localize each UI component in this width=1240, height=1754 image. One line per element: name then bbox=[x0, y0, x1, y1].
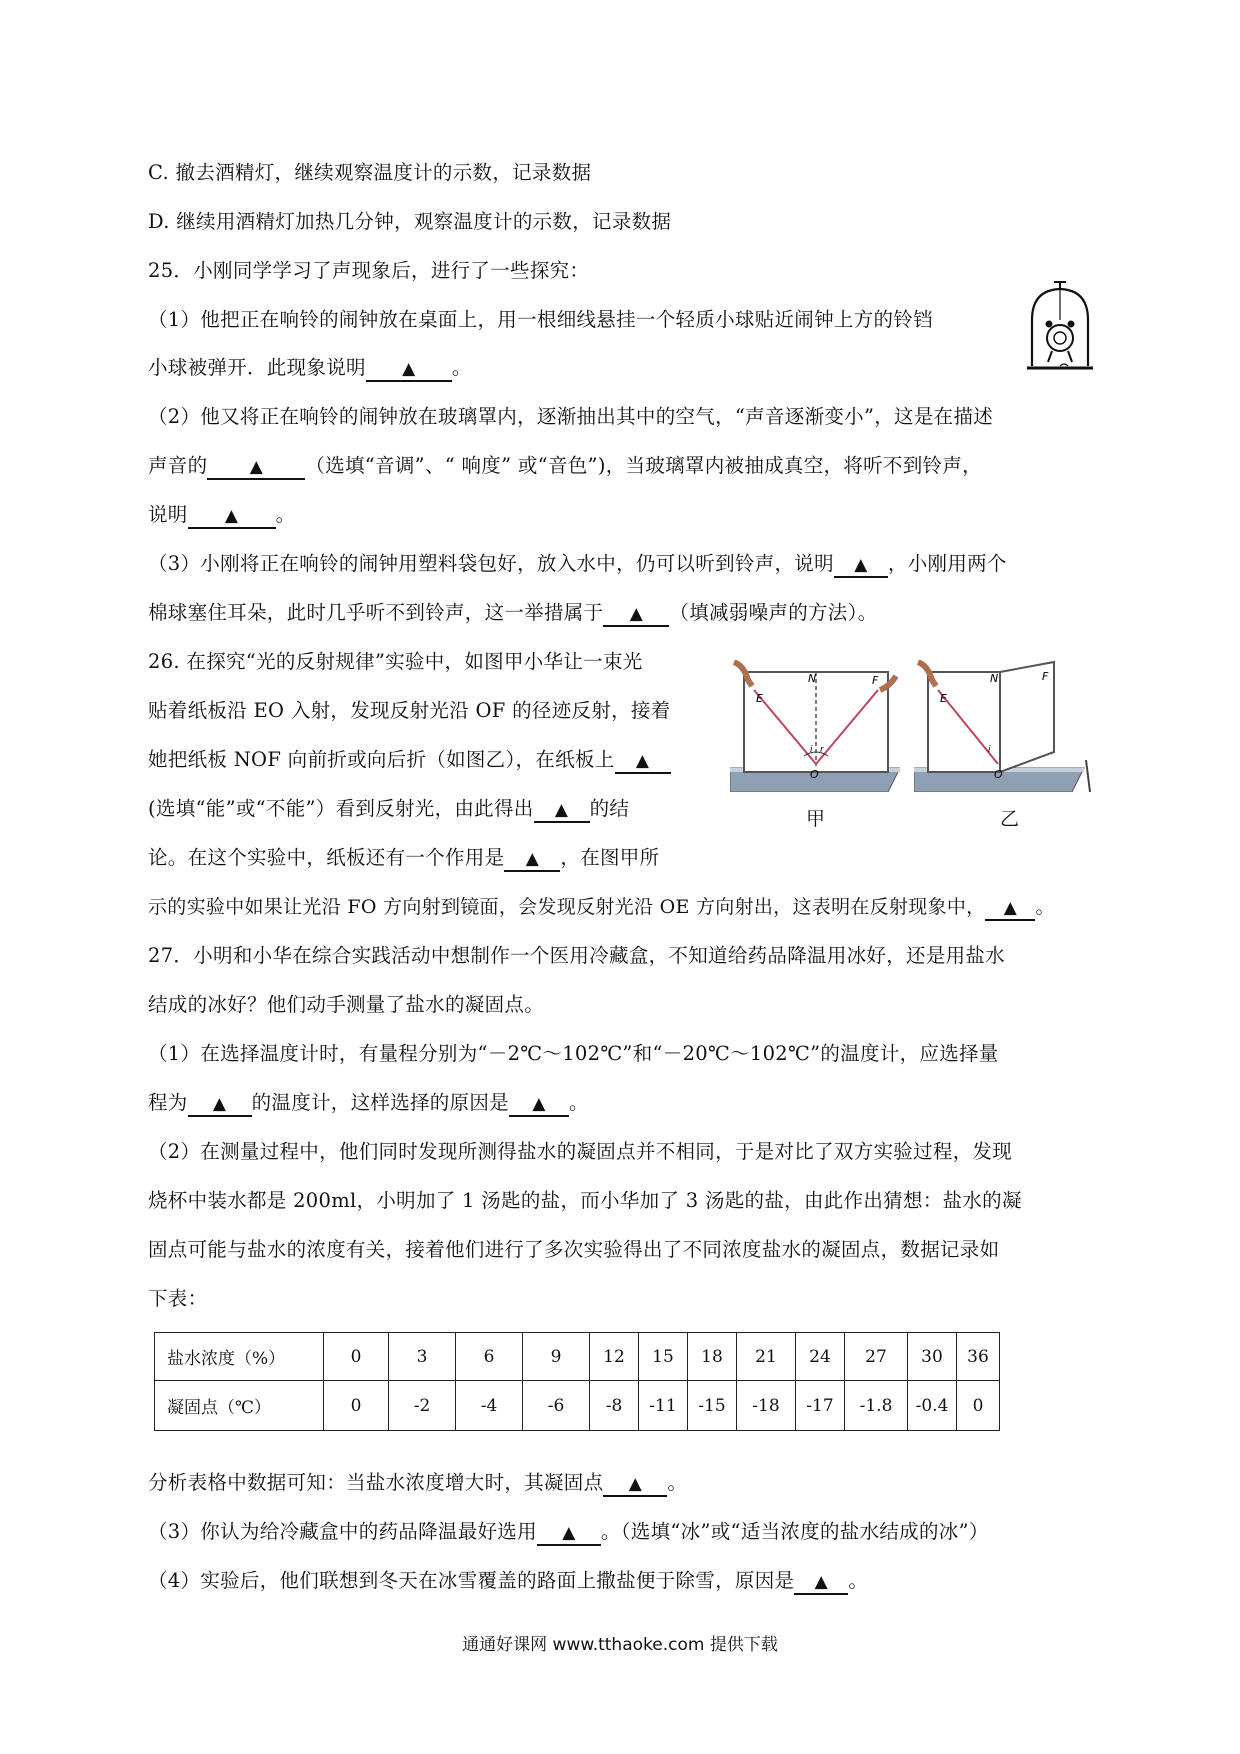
table-cell: 15 bbox=[639, 1333, 688, 1381]
label-f: F bbox=[1042, 670, 1049, 683]
q25-part3-line2: 棉球塞住耳朵，此时几乎听不到铃声，这一举措属于 ▲ （填减弱噪声的方法）。 bbox=[148, 600, 1098, 627]
table-row bbox=[155, 1333, 1000, 1381]
answer-blank: ▲ bbox=[834, 554, 888, 578]
answer-blank: ▲ bbox=[985, 897, 1035, 921]
q25-part2-line1: （2）他又将正在响铃的闹钟放在玻璃罩内，逐渐抽出其中的空气，“声音逐渐变小”，这是在描述 bbox=[148, 405, 994, 428]
label-i: i bbox=[810, 745, 813, 755]
table-cell: 27 bbox=[845, 1333, 908, 1381]
table-cell: -4 bbox=[456, 1381, 523, 1431]
table-cell: 36 bbox=[957, 1333, 1000, 1381]
question-26-line3: 她把纸板 NOF 向前折或向后折（如图乙），在纸板上 ▲ bbox=[148, 747, 708, 774]
row-header-freezing-point: 凝固点（℃） bbox=[155, 1381, 324, 1431]
table-cell: -11 bbox=[639, 1381, 688, 1431]
option-c: C. 撤去酒精灯，继续观察温度计的示数，记录数据 bbox=[148, 161, 592, 184]
q27-part1-line2: 程为 ▲ 的温度计，这样选择的原因是 ▲ 。 bbox=[148, 1090, 1098, 1117]
answer-blank: ▲ bbox=[603, 603, 669, 627]
table-cell: -0.4 bbox=[908, 1381, 957, 1431]
table-cell: -1.8 bbox=[845, 1381, 908, 1431]
row-header-concentration: 盐水浓度（%） bbox=[155, 1333, 324, 1381]
answer-blank: ▲ bbox=[603, 1473, 667, 1497]
q27-part2-line1: （2）在测量过程中，他们同时发现所测得盐水的凝固点并不相同，于是对比了双方实验过程，发现 bbox=[148, 1140, 1013, 1163]
answer-blank: ▲ bbox=[207, 456, 305, 480]
table-cell: 0 bbox=[324, 1381, 389, 1431]
bell-jar-figure bbox=[1024, 278, 1096, 378]
table-cell: -6 bbox=[523, 1381, 590, 1431]
table-cell: -8 bbox=[590, 1381, 639, 1431]
answer-blank: ▲ bbox=[188, 505, 276, 529]
table-cell: -17 bbox=[796, 1381, 845, 1431]
reflection-figure-yi bbox=[914, 660, 1092, 792]
table-cell: -18 bbox=[737, 1381, 796, 1431]
q25-part1-line2: 小球被弹开．此现象说明 ▲ 。 bbox=[148, 355, 1098, 382]
table-cell: -15 bbox=[688, 1381, 737, 1431]
q25-part3-line1: （3）小刚将正在响铃的闹钟用塑料袋包好，放入水中，仍可以听到铃声，说明 ▲ ，小刚用两个 bbox=[148, 551, 1098, 578]
reflection-figure-jia bbox=[730, 660, 900, 792]
page-footer: 通通好课网 www.tthaoke.com 提供下载 bbox=[462, 1635, 778, 1655]
option-d: D. 继续用酒精灯加热几分钟，观察温度计的示数，记录数据 bbox=[148, 210, 672, 233]
answer-blank: ▲ bbox=[188, 1093, 252, 1117]
answer-blank: ▲ bbox=[794, 1571, 848, 1595]
q25-part2-line3: 说明 ▲ 。 bbox=[148, 502, 1098, 529]
question-25-title: 25．小刚同学学习了声现象后，进行了一些探究： bbox=[148, 259, 590, 282]
salt-water-table bbox=[154, 1332, 1000, 1431]
q25-part1-line1: （1）他把正在响铃的闹钟放在桌面上，用一根细线悬挂一个轻质小球贴近闹钟上方的铃铛 bbox=[148, 308, 933, 331]
answer-blank: ▲ bbox=[537, 1522, 601, 1546]
table-row bbox=[155, 1381, 1000, 1431]
label-e: E bbox=[940, 692, 947, 705]
q27-part2-line4: 下表： bbox=[148, 1287, 208, 1310]
caption-jia: 甲 bbox=[806, 808, 826, 830]
answer-blank: ▲ bbox=[366, 358, 452, 382]
label-r: r bbox=[820, 745, 824, 755]
question-26-line4: (选填“能”或“不能”）看到反射光，由此得出 ▲ 的结 bbox=[148, 796, 708, 823]
q27-part4: （4）实验后，他们联想到冬天在冰雪覆盖的路面上撒盐便于除雪，原因是 ▲ 。 bbox=[148, 1568, 1098, 1595]
answer-blank: ▲ bbox=[615, 750, 671, 774]
question-26-line5: 论。在这个实验中，纸板还有一个作用是 ▲ ，在图甲所 bbox=[148, 845, 708, 872]
table-cell: -2 bbox=[389, 1381, 456, 1431]
table-cell: 0 bbox=[957, 1381, 1000, 1431]
label-n: N bbox=[990, 672, 999, 685]
caption-yi: 乙 bbox=[1000, 808, 1020, 830]
label-f: F bbox=[872, 674, 879, 687]
label-o: O bbox=[994, 768, 1003, 781]
table-cell: 0 bbox=[324, 1333, 389, 1381]
q27-analysis: 分析表格中数据可知：当盐水浓度增大时，其凝固点 ▲ 。 bbox=[148, 1470, 1098, 1497]
question-26-line2: 贴着纸板沿 EO 入射，发现反射光沿 OF 的径迹反射，接着 bbox=[148, 699, 671, 722]
q27-part3: （3）你认为给冷藏盒中的药品降温最好选用 ▲ 。（选填“冰”或“适当浓度的盐水结成的冰”） bbox=[148, 1519, 1098, 1546]
label-n: N bbox=[808, 672, 817, 685]
table-cell: 9 bbox=[523, 1333, 590, 1381]
table-cell: 21 bbox=[737, 1333, 796, 1381]
label-i: i bbox=[988, 745, 991, 755]
q27-part2-line3: 固点可能与盐水的浓度有关，接着他们进行了多次实验得出了不同浓度盐水的凝固点，数据记录如 bbox=[148, 1238, 1000, 1261]
table-cell: 6 bbox=[456, 1333, 523, 1381]
answer-blank: ▲ bbox=[509, 1093, 569, 1117]
answer-blank: ▲ bbox=[504, 848, 560, 872]
q25-part2-line2: 声音的 ▲ （选填“音调”、“ 响度” 或“音色”)，当玻璃罩内被抽成真空，将听不到铃声， bbox=[148, 453, 1098, 480]
question-27-line2: 结成的冰好？他们动手测量了盐水的凝固点。 bbox=[148, 993, 545, 1016]
table-cell: 12 bbox=[590, 1333, 639, 1381]
question-27-line1: 27．小明和小华在综合实践活动中想制作一个医用冷藏盒，不知道给药品降温用冰好，还是用盐水 bbox=[148, 944, 1006, 967]
q27-part2-line2: 烧杯中装水都是 200ml，小明加了 1 汤匙的盐，而小华加了 3 汤匙的盐，由此作出猜想：盐水的凝 bbox=[148, 1189, 1022, 1212]
table-cell: 18 bbox=[688, 1333, 737, 1381]
question-26-line1: 26. 在探究“光的反射规律”实验中，如图甲小华让一束光 bbox=[148, 650, 643, 673]
q27-part1-line1: （1）在选择温度计时，有量程分别为“－2℃～102℃”和“－20℃～102℃”的温度计，应选择量 bbox=[148, 1042, 999, 1065]
table-cell: 24 bbox=[796, 1333, 845, 1381]
question-26-line6: 示的实验中如果让光沿 FO 方向射到镜面，会发现反射光沿 OE 方向射出，这表明在反射现象中， ▲ 。 bbox=[148, 894, 1098, 921]
answer-blank: ▲ bbox=[534, 799, 590, 823]
table-cell: 30 bbox=[908, 1333, 957, 1381]
label-o: O bbox=[810, 768, 819, 781]
label-e: E bbox=[756, 692, 763, 705]
table-cell: 3 bbox=[389, 1333, 456, 1381]
